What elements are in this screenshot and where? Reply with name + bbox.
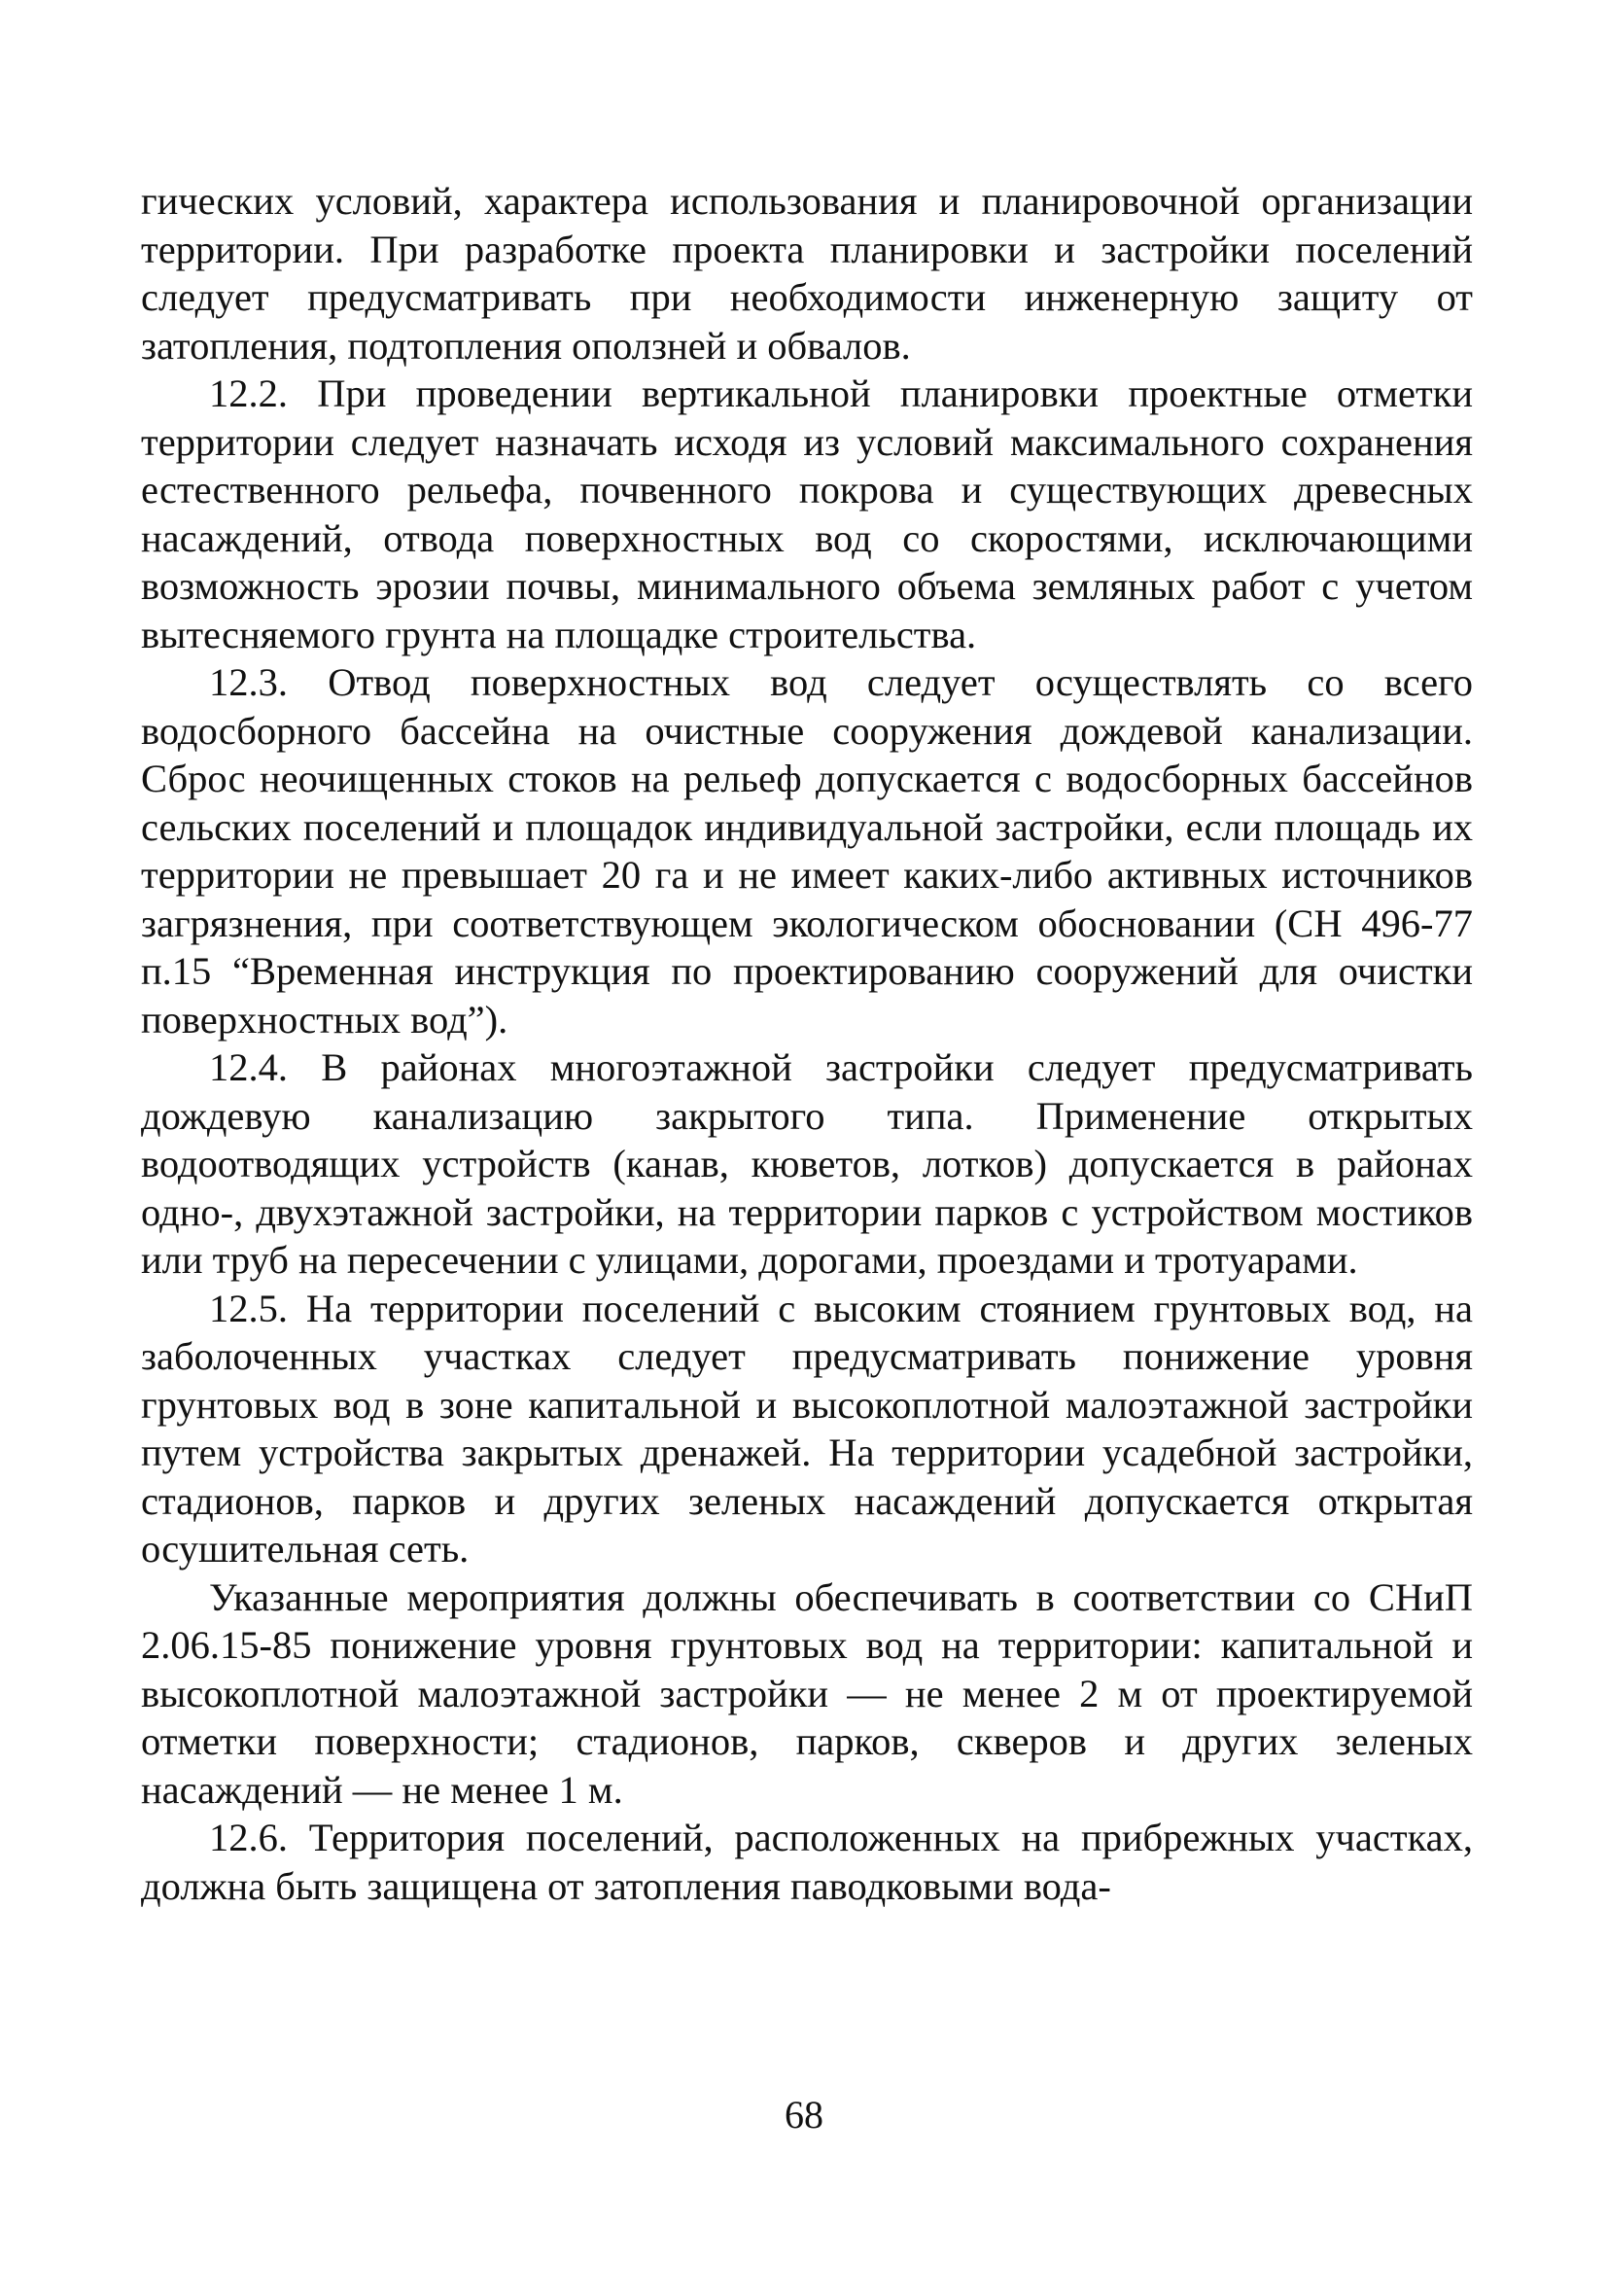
paragraph-12-3: 12.3. Отвод поверхностных вод следует осуществлять со всего водосборного бассейна на очистные сооружения дождевой канализации. Сброс неочищенных стоков на рельеф допускается с водосборных бассейнов сельских поселений и площадок индивидуальной застройки, если площадь их территории не превышает 20 га и не имеет каких-либо активных источников загрязнения, при соответствующем экологическом обосновании (СН 496-77 п.15 “Временная инструкция по проектированию сооружений для очистки поверхностных вод”). — [141, 660, 1473, 1042]
paragraph-12-4: 12.4. В районах многоэтажной застройки следует предусматривать дождевую канализацию закрытого типа. Применение открытых водоотводящих устройств (канав, кюветов, лотков) допускается в районах одно-, двухэтажной застройки, на территории парков с устройством мостиков или труб на пересечении с улицами, дорогами, проездами и тротуарами. — [141, 1045, 1473, 1282]
paragraph-12-5: 12.5. На территории поселений с высоким стоянием грунтовых вод, на заболоченных участках следует предусматривать понижение уровня грунтовых вод в зоне капитальной и высокоплотной малоэтажной застройки путем устройства закрытых дренажей. На территории усадебной застройки, стадионов, парков и других зеленых насаждений допускается открытая осушительная сеть. — [141, 1286, 1473, 1571]
page-number: 68 — [785, 2093, 823, 2137]
paragraph-12-2: 12.2. При проведении вертикальной планировки проектные отметки территории следует назначать исходя из условий максимального сохранения естественного рельефа, почвенного покрова и существующих древесных насаждений, отвода поверхностных вод со скоростями, исключающими возможность эрозии почвы, минимального объема земляных работ с учетом вытесняемого грунта на площадке строительства. — [141, 371, 1473, 656]
paragraph-12-5-measures: Указанные мероприятия должны обеспечивать в соответствии со СНиП 2.06.15-85 понижение уровня грунтовых вод на территории: капитальной и высокоплотной малоэтажной застройки — не менее 2 м от проектируемой отметки поверхности; стадионов, парков, скверов и других зеленых насаждений — не менее 1 м. — [141, 1574, 1473, 1812]
body-text — [141, 177, 1473, 1910]
paragraph-12-6: 12.6. Территория поселений, расположенных на прибрежных участках, должна быть защищена от затопления паводковыми вода- — [141, 1816, 1473, 1908]
paragraph-continuation: гических условий, характера использования и планировочной организации территории. При разработке проекта планировки и застройки поселений следует предусматривать при необходимости инженерную защиту от затопления, подтопления оползней и обвалов. — [141, 179, 1473, 368]
